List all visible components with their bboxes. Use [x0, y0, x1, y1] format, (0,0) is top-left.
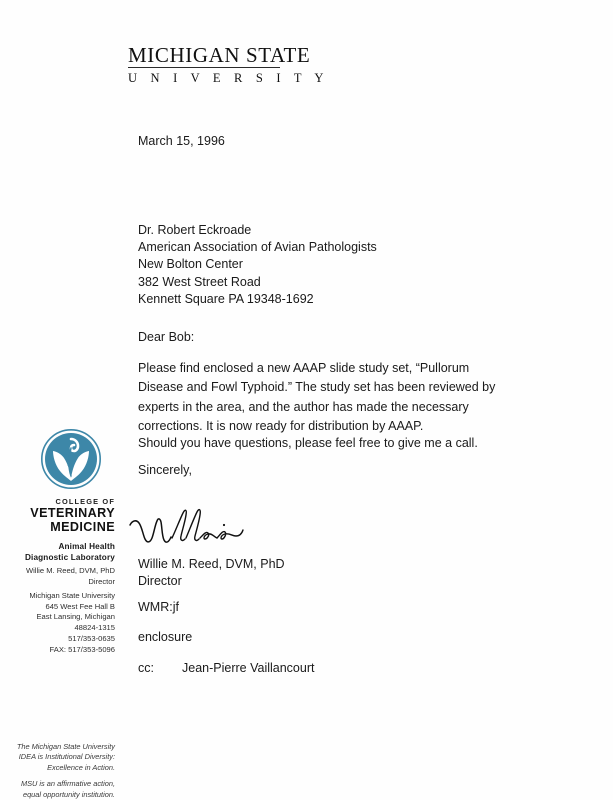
- tagline-line-4: MSU is an affirmative action,: [20, 779, 115, 789]
- tagline-line-1: The Michigan State University: [16, 742, 115, 751]
- msu-letterhead: [128, 44, 428, 86]
- unit-address-line4: 48824-1315: [74, 622, 115, 632]
- carbon-copy-row: [138, 661, 314, 675]
- signer-title: Director: [138, 574, 182, 589]
- unit-contact: [26, 566, 115, 587]
- letterhead-university-word: U N I V E R S I T Y: [128, 71, 329, 86]
- signature-block: [138, 556, 285, 590]
- unit-address-line3: East Lansing, Michigan: [36, 612, 115, 622]
- tagline-line-3: Excellence in Action.: [47, 762, 115, 772]
- tagline-block-eeo: [17, 779, 115, 800]
- letter-date: March 15, 1996: [138, 134, 225, 148]
- unit-name-line1: Animal Health: [58, 542, 115, 551]
- typist-initials: WMR:jf: [138, 600, 179, 614]
- letterhead-university-name: MICHIGAN STATE: [128, 43, 311, 67]
- recipient-address-block: [138, 222, 377, 308]
- recipient-organization: American Association of Avian Pathologists: [138, 240, 377, 255]
- tagline-line-5: equal opportunity institution.: [22, 789, 115, 799]
- institutional-tagline: [17, 742, 115, 800]
- tagline-line-2: IDEA is Institutional Diversity:: [18, 752, 115, 762]
- unit-name: [25, 541, 115, 563]
- recipient-city-state-zip: Kennett Square PA 19348-1692: [138, 291, 314, 306]
- sidebar: [0, 0, 120, 800]
- unit-contact-numbers: [50, 634, 115, 655]
- cc-recipient: Jean-Pierre Vaillancourt: [182, 661, 315, 675]
- recipient-name: Dr. Robert Eckroade: [138, 223, 252, 237]
- enclosure-note: enclosure: [138, 630, 193, 644]
- letter-closing: Sincerely,: [138, 463, 192, 477]
- unit-address-line2: 645 West Fee Hall B: [45, 601, 115, 611]
- unit-contact-name: Willie M. Reed, DVM, PhD: [25, 566, 115, 575]
- college-of-label: COLLEGE OF: [55, 497, 115, 506]
- signer-name: Willie M. Reed, DVM, PhD: [138, 557, 285, 571]
- letterhead-rule: [128, 67, 280, 68]
- unit-contact-title: Director: [88, 576, 115, 586]
- cc-label: cc:: [138, 661, 154, 675]
- letter-paragraph-1: Please find enclosed a new AAAP slide study set, “Pullorum Disease and Fowl Typhoid.” The study set has been reviewed by experts in the area, and the author has made the necessary corrections. It is now ready for distribution by AAAP.: [138, 361, 496, 433]
- letter-salutation: Dear Bob:: [138, 330, 195, 344]
- handwritten-signature: [128, 505, 258, 553]
- unit-name-line2: Diagnostic Laboratory: [24, 553, 115, 563]
- recipient-building: New Bolton Center: [138, 257, 243, 272]
- college-of-veterinary-medicine-logo-icon: [40, 428, 102, 490]
- college-name-line1: VETERINARY: [30, 506, 115, 520]
- college-name-line2: MEDICINE: [50, 520, 115, 535]
- unit-address: [29, 591, 115, 633]
- unit-phone-number: 517/353-0635: [68, 634, 115, 643]
- unit-address-line1: Michigan State University: [29, 591, 115, 600]
- letter-paragraph-2: Should you have questions, please feel free to give me a call.: [138, 436, 478, 450]
- college-name: [30, 506, 115, 535]
- unit-fax-number: FAX: 517/353-5096: [49, 644, 115, 654]
- tagline-block-idea: [17, 742, 115, 773]
- recipient-street: 382 West Street Road: [138, 274, 261, 289]
